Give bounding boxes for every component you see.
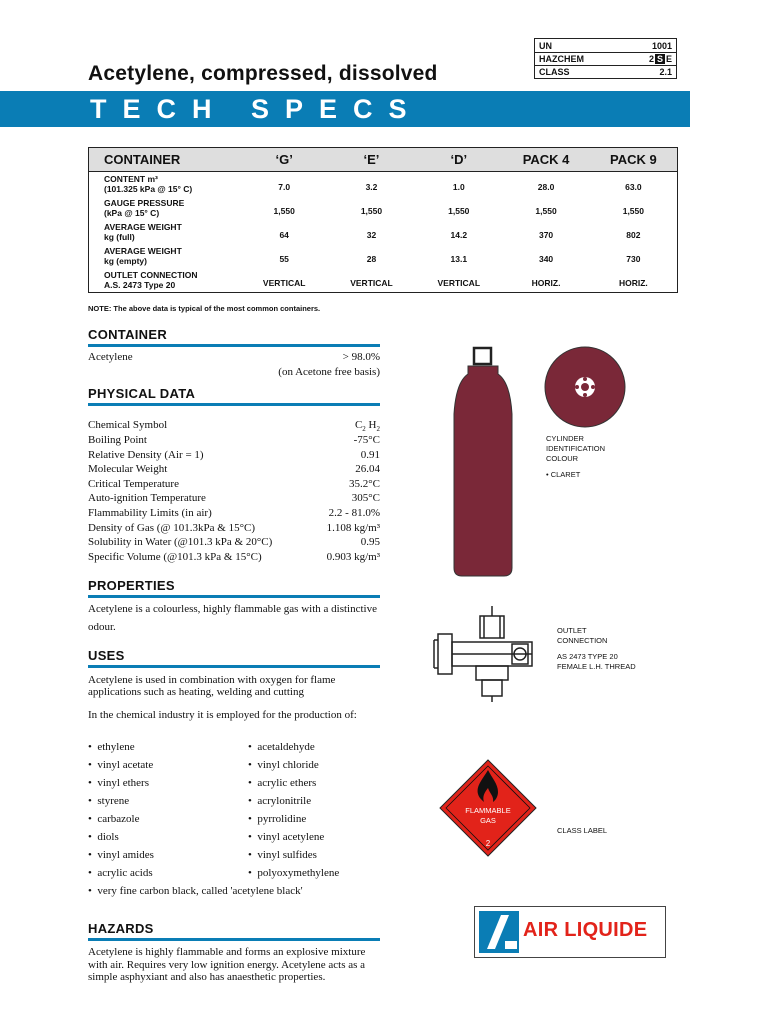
cell: 28.0	[537, 182, 555, 192]
section-rule	[88, 665, 380, 668]
section-rule	[88, 595, 380, 598]
hazards-text: Acetylene is highly flammable and forms an explosive mixture with air. Requires very low ignition energy. Acetylene acts as a simple asphyxiant and also has anaesthetic properties.	[88, 946, 366, 983]
cell: 32	[366, 230, 377, 240]
cell: 1,550	[273, 206, 295, 216]
cell: 1,550	[448, 206, 470, 216]
purity-label: Acetylene	[88, 351, 133, 363]
table-row	[89, 196, 677, 220]
list-item: • pyrrolidine	[248, 813, 307, 825]
property-row	[88, 522, 380, 534]
air-liquide-mark-icon	[479, 911, 519, 953]
outlet-valve-drawing	[432, 604, 542, 704]
cell: 3.2	[365, 182, 378, 192]
hazchem-post: E	[665, 54, 672, 64]
property-label: Boiling Point	[88, 434, 147, 446]
cell: 1,550	[622, 206, 644, 216]
cylinder-colour-caption: CYLINDER IDENTIFICATION COLOUR • CLARET	[546, 434, 606, 479]
property-row	[88, 419, 380, 433]
table-row	[89, 172, 677, 196]
cell: 340	[538, 254, 554, 264]
property-label: Flammability Limits (in air)	[88, 507, 212, 519]
diamond-class-number: 2	[485, 839, 491, 848]
list-item: • vinyl acetate	[88, 759, 154, 771]
list-item: • vinyl chloride	[248, 759, 319, 771]
table-note: NOTE: The above data is typical of the most common containers.	[88, 304, 321, 313]
list-item: • vinyl ethers	[88, 777, 149, 789]
property-value: 0.91	[360, 448, 380, 461]
list-item: • acrylic acids	[88, 867, 153, 879]
list-item: • polyoxymethylene	[248, 867, 340, 879]
document-title: Acetylene, compressed, dissolved	[88, 62, 438, 85]
property-value: 2.2 - 81.0%	[328, 507, 380, 519]
uses-heading: USES	[88, 648, 125, 663]
purity-value: > 98.0%	[342, 351, 380, 363]
hazchem-row	[535, 52, 676, 65]
list-item: • vinyl sulfides	[248, 849, 317, 861]
spec-table-header	[89, 148, 677, 172]
table-row	[89, 220, 677, 244]
list-item: • vinyl acetylene	[248, 831, 325, 843]
section-rule	[88, 938, 380, 941]
property-label: Specific Volume (@101.3 kPa & 15°C)	[88, 550, 262, 563]
properties-heading: PROPERTIES	[88, 578, 175, 593]
section-rule	[88, 403, 380, 406]
list-item: • ethylene	[88, 741, 135, 753]
cell: 730	[626, 254, 641, 264]
physical-data-heading: PHYSICAL DATA	[88, 386, 196, 401]
cell: 28	[366, 254, 377, 264]
col-header: CONTAINER	[104, 152, 181, 167]
cell: 63.0	[625, 182, 642, 192]
diamond-text-1: FLAMMABLE	[465, 806, 511, 815]
cylinder-top-view	[543, 345, 627, 429]
col-header: PACK 4	[522, 152, 570, 167]
property-value: 35.2°C	[349, 477, 380, 490]
cell: HORIZ.	[618, 278, 648, 288]
tech-specs-banner	[0, 91, 690, 127]
cell: VERTICAL	[437, 278, 481, 288]
cell: 13.1	[450, 254, 468, 264]
section-rule	[88, 344, 380, 347]
row-label: GAUGE PRESSURE (kPa @ 15° C)	[104, 198, 185, 218]
cylinder-illustration	[448, 344, 518, 580]
list-item: • very fine carbon black, called 'acetylene black'	[88, 885, 303, 897]
spec-table	[88, 147, 678, 293]
list-item: • diols	[88, 831, 119, 843]
property-value: -75°C	[353, 434, 380, 446]
hazchem-inverse: S	[656, 54, 663, 64]
property-value: 1.108 kg/m³	[326, 521, 380, 534]
property-value: 26.04	[355, 463, 380, 476]
list-item: • acrylic ethers	[248, 777, 317, 789]
cell: 55	[279, 254, 289, 264]
property-row	[88, 463, 380, 475]
cell: HORIZ.	[531, 278, 561, 288]
air-liquide-wordmark: AIR LIQUIDE	[523, 919, 648, 941]
uses-text-1: Acetylene is used in combination with oxygen for flame applications such as heating, welding and cutting	[88, 674, 336, 698]
hazard-codes-box	[534, 38, 677, 79]
property-label: Auto-ignition Temperature	[88, 492, 206, 505]
property-label: Relative Density (Air = 1)	[88, 448, 204, 461]
outlet-connection-caption: OUTLET CONNECTION AS 2473 TYPE 20 FEMALE L.H. THREAD	[557, 626, 636, 671]
property-row	[88, 492, 380, 504]
list-item: • styrene	[88, 795, 130, 807]
un-value: 1001	[651, 40, 672, 51]
property-label: Critical Temperature	[88, 477, 179, 490]
property-label: Density of Gas (@ 101.3kPa & 15°C)	[88, 521, 255, 534]
cell: 7.0	[278, 182, 291, 192]
table-row	[89, 244, 677, 268]
un-label: UN	[539, 40, 552, 51]
container-heading: CONTAINER	[88, 327, 168, 342]
uses-text-2: In the chemical industry it is employed for the production of:	[88, 709, 357, 721]
class-row	[535, 65, 676, 78]
property-row	[88, 449, 380, 461]
cell: VERTICAL	[350, 278, 393, 288]
air-liquide-logo	[474, 906, 666, 958]
cell: 802	[626, 230, 641, 240]
list-item: • acrylonitrile	[248, 795, 312, 807]
property-row	[88, 536, 380, 548]
cell: 64	[279, 230, 289, 240]
class-label-caption: CLASS LABEL	[557, 826, 608, 835]
cell: 1.0	[452, 182, 465, 192]
cell: 1,550	[360, 206, 383, 216]
list-item: • acetaldehyde	[248, 741, 315, 753]
purity-basis: (on Acetone free basis)	[278, 366, 380, 378]
row-label: AVERAGE WEIGHT kg (full)	[104, 222, 182, 242]
hazchem-pre: 2	[648, 54, 654, 64]
property-label: Chemical Symbol	[88, 419, 168, 431]
property-row	[88, 434, 380, 446]
row-label: OUTLET CONNECTION A.S. 2473 Type 20	[104, 270, 198, 290]
hazards-heading: HAZARDS	[88, 921, 154, 936]
cell: VERTICAL	[262, 278, 306, 288]
cell: 370	[538, 230, 554, 240]
property-label: Solubility in Water (@101.3 kPa & 20°C)	[88, 536, 273, 549]
property-value: 0.903 kg/m³	[326, 550, 380, 563]
row-label: CONTENT m³ (101.325 kPa @ 15° C)	[104, 174, 193, 194]
flammable-gas-class-label	[438, 758, 538, 858]
property-row	[88, 551, 380, 563]
hazchem-label: HAZCHEM	[539, 54, 584, 64]
property-value: 305°C	[351, 492, 380, 505]
un-row	[535, 39, 676, 52]
col-header: ‘E’	[363, 152, 380, 167]
row-label: AVERAGE WEIGHT kg (empty)	[104, 246, 182, 266]
cell: 14.2	[450, 230, 468, 240]
cylinder-valve-guard	[474, 348, 491, 364]
cylinder-body	[454, 366, 512, 576]
class-label: CLASS	[539, 67, 570, 77]
list-item: • vinyl amides	[88, 849, 154, 861]
cell: 1,550	[535, 206, 557, 216]
property-label: Molecular Weight	[88, 463, 168, 476]
col-header: PACK 9	[610, 152, 657, 167]
hazchem-value	[649, 54, 672, 64]
property-value: 0.95	[360, 536, 380, 549]
chemical-formula: $C_2$ $H_2$	[354, 419, 380, 434]
table-row	[89, 268, 677, 292]
properties-text: Acetylene is a colourless, highly flammable gas with a distinctive odour.	[88, 603, 377, 633]
col-header: ‘G’	[275, 152, 293, 167]
banner-text: TECH SPECS	[90, 94, 423, 124]
col-header: ‘D’	[450, 152, 468, 167]
class-value: 2.1	[659, 67, 672, 77]
list-item: • carbazole	[88, 813, 140, 825]
acetylene-purity-row	[88, 351, 380, 363]
property-row	[88, 478, 380, 490]
property-row	[88, 507, 380, 519]
diamond-text-2: GAS	[480, 816, 496, 825]
